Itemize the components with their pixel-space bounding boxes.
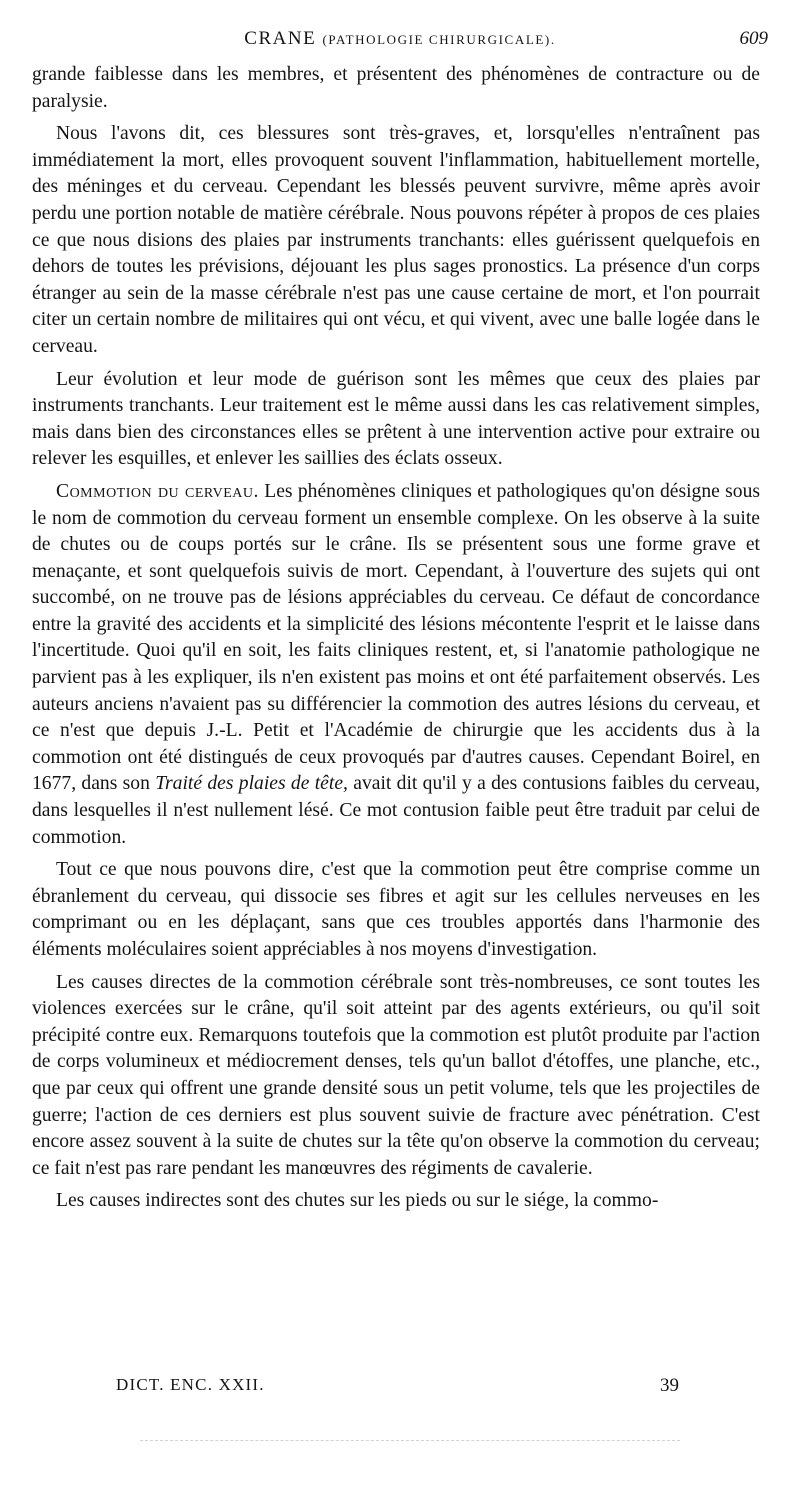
paragraph-indirect-causes: Les causes indirectes sont des chutes sur les pieds ou sur le siége, la commo- bbox=[56, 1190, 659, 1212]
paragraph-treatment: Leur évolution et leur mode de guérison sont les mêmes que ceux des plaies par instruments tranchants. Leur traitement est le même aussi dans les cas relativement simples, mais dans bien des circonstances elles se prêtent à une intervention active pour extraire ou relever les esquilles, et enlever les saillies des éclats osseux. bbox=[32, 368, 760, 470]
signature-number: 39 bbox=[660, 1375, 679, 1396]
page-footer bbox=[30, 1375, 770, 1403]
commotion-text-b: avait dit qu'il y a des contusions faibles du cerveau, dans lesquelles il n'est nullement lésé. Ce mot contusion faible peut être traduit par celui de commotion. bbox=[32, 773, 760, 848]
running-title bbox=[30, 28, 770, 50]
paragraph-commotion-definition: Tout ce que nous pouvons dire, c'est que la commotion peut être comprise comme un ébranlement du cerveau, qui dissocie ses fibres et agit sur les cellules nerveuses en les comprimant ou en les déplaçant, sans que ces troubles apportés dans l'harmonie des éléments moléculaires soient appréciables à nos moyens d'investigation. bbox=[32, 859, 760, 960]
paragraph-wound-prognosis: Nous l'avons dit, ces blessures sont très-graves, et, lorsqu'elles n'entraînent pas immédiatement la mort, elles provoquent souvent l'inflammation, habituellement mortelle, des méninges et du cerveau. Cependant les blessés peuvent survivre, même après avoir perdu une portion notable de matière cérébrale. Nous pouvons répéter à propos de ces plaies ce que nous disions des plaies par instruments tranchants: elles guérissent quelquefois en dehors de toutes les prévisions, déjouant les plus sages pronostics. La présence d'un corps étranger au sein de la masse cérébrale n'est pas une cause certaine de mort, et l'on pourrait citer un certain nombre de militaires qui ont vécu, et qui vivent, avec une balle logée dans le cerveau. bbox=[32, 123, 760, 357]
section-heading-commotion: Commotion du cerveau. bbox=[56, 480, 259, 502]
running-title-subtitle: (PATHOLOGIE CHIRURGICALE). bbox=[322, 32, 556, 47]
page-number: 609 bbox=[739, 28, 768, 49]
faint-bottom-rule bbox=[140, 1440, 680, 1441]
paragraph-commotion-intro bbox=[32, 479, 760, 851]
cited-work-title: Traité des plaies de tête, bbox=[155, 773, 348, 795]
commotion-text-a: Les phénomènes cliniques et pathologiques qu'on désigne sous le nom de commotion du cerveau forment un ensemble complexe. On les observe à la suite de chutes ou de coups portés sur le crâne. Ils se présentent sous une forme grave et menaçante, et sont quelquefois suivis de mort. Cependant, à l'ouverture des sujets qui ont succombé, on ne trouve pas de lésions appréciables du cerveau. Ce défaut de concordance entre la gravité des accidents et la simplicité des lésions mécontente l'esprit et le laisse dans l'incertitude. Quoi qu'il en soit, les faits cliniques restent, et, si l'anatomie pathologique ne parvient pas à les expliquer, ils n'en existent pas moins et ont été parfaitement observés. Les auteurs anciens n'avaient pas su différencier la commotion des autres lésions du cerveau, et ce n'est que depuis J.-L. Petit et l'Académie de chirurgie que les accidents dus à la commotion ont été distingués de ceux provoqués par d'autres causes. Cependant Boirel, en 1677, dans son bbox=[32, 480, 760, 795]
printer-signature: DICT. ENC. XXII. bbox=[116, 1375, 265, 1394]
paragraph-direct-causes: Les causes directes de la commotion cérébrale sont très-nombreuses, ce sont toutes les violences exercées sur le crâne, qu'il soit atteint par des agents extérieurs, ou qu'il soit précipité contre eux. Remarquons toutefois que la commotion est plutôt produite par l'action de corps volumineux et médiocrement denses, tels qu'un ballot d'étoffes, une planche, etc., que par ceux qui offrent une grande densité sous un petit volume, tels que les projectiles de guerre; l'action de ces derniers est plus souvent suivie de fracture avec pénétration. C'est encore assez souvent à la suite de chutes sur la tête qu'on observe la commotion du cerveau; ce fait n'est pas rare pendant les manœuvres des régiments de cavalerie. bbox=[32, 971, 760, 1179]
paragraph-continuation: grande faiblesse dans les membres, et présentent des phénomènes de contracture ou de paralysie. bbox=[32, 64, 760, 112]
article-body bbox=[32, 62, 760, 1215]
running-title-main: CRANE bbox=[244, 28, 317, 49]
page-header bbox=[30, 28, 770, 56]
